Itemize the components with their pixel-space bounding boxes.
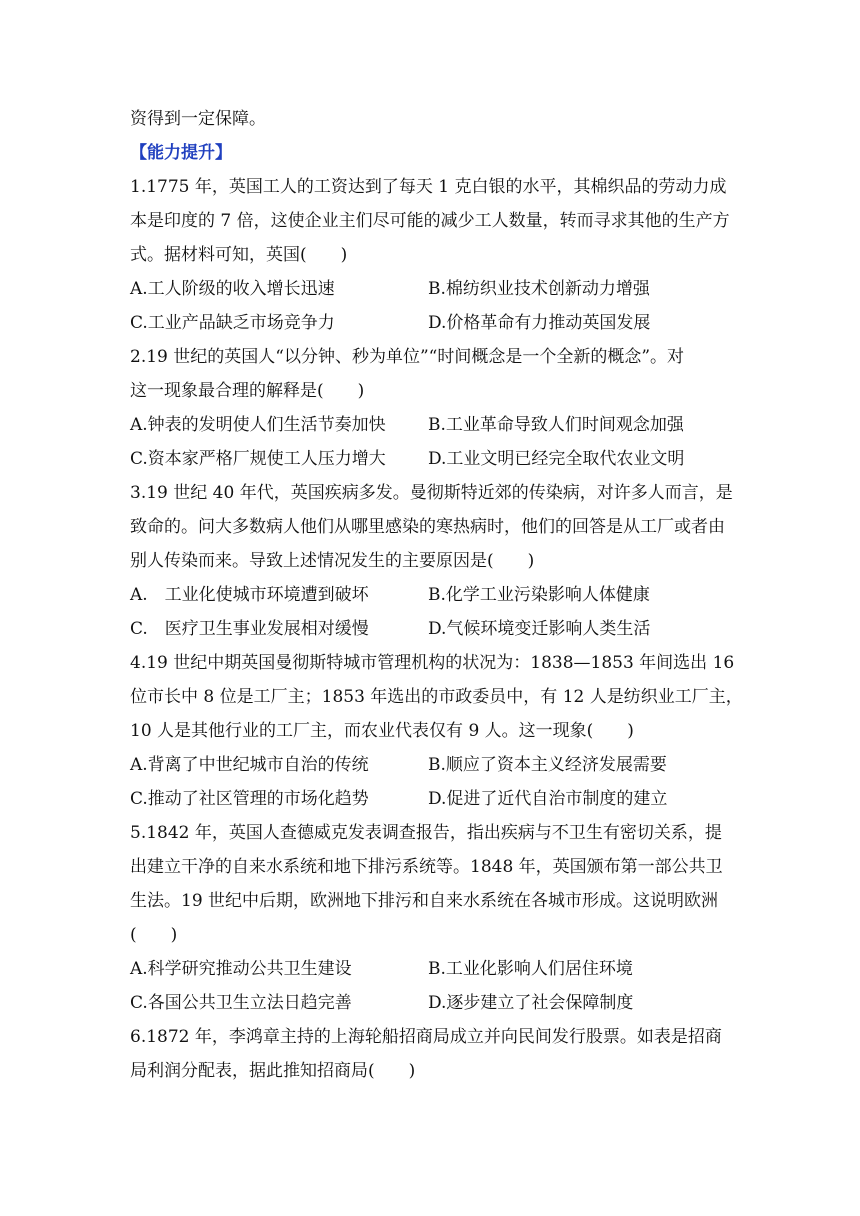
answer-option: B.棉纺织业技术创新动力增强 bbox=[428, 279, 650, 299]
question-stem-line: 位市长中 8 位是工厂主；1853 年选出的市政委员中，有 12 人是纺织业工厂主， bbox=[130, 687, 743, 707]
answer-option: B.工业化影响人们居住环境 bbox=[428, 959, 633, 979]
option-row bbox=[130, 408, 730, 442]
option-row bbox=[130, 952, 730, 986]
question-stem-line: ( ) bbox=[130, 925, 178, 945]
answer-option: D.逐步建立了社会保障制度 bbox=[428, 993, 634, 1013]
question-list bbox=[130, 170, 743, 1088]
answer-option: D.气候环境变迁影响人类生活 bbox=[428, 619, 651, 639]
answer-option: A.钟表的发明使人们生活节奏加快 bbox=[130, 415, 386, 435]
answer-option: A.科学研究推动公共卫生建设 bbox=[130, 959, 352, 979]
answer-option: D.价格革命有力推动英国发展 bbox=[428, 313, 651, 333]
question-block bbox=[130, 170, 730, 340]
question-stem-line: 这一现象最合理的解释是( ) bbox=[130, 381, 365, 401]
document-page bbox=[130, 102, 743, 1088]
option-row bbox=[130, 306, 730, 340]
question-block bbox=[130, 340, 730, 476]
question-stem-line: 局利润分配表，据此推知招商局( ) bbox=[130, 1061, 416, 1081]
answer-option: C.推动了社区管理的市场化趋势 bbox=[130, 789, 369, 809]
question-block bbox=[130, 646, 743, 816]
answer-option: A.工人阶级的收入增长迅速 bbox=[130, 279, 335, 299]
answer-option: A.背离了中世纪城市自治的传统 bbox=[130, 755, 369, 775]
option-row bbox=[130, 578, 730, 612]
question-stem-line: 出建立干净的自来水系统和地下排污系统等。1848 年，英国颁布第一部公共卫 bbox=[130, 857, 723, 877]
question-block bbox=[130, 1020, 730, 1088]
answer-option: C. 医疗卫生事业发展相对缓慢 bbox=[130, 619, 369, 639]
question-block bbox=[130, 816, 730, 1020]
option-row bbox=[130, 986, 730, 1020]
question-stem-line: 6.1872 年，李鸿章主持的上海轮船招商局成立并向民间发行股票。如表是招商 bbox=[130, 1027, 722, 1047]
question-stem-line: 生法。19 世纪中后期，欧洲地下排污和自来水系统在各城市形成。这说明欧洲 bbox=[130, 891, 719, 911]
question-stem-line: 3.19 世纪 40 年代，英国疾病多发。曼彻斯特近郊的传染病，对许多人而言，是 bbox=[130, 483, 733, 503]
question-stem-line: 式。据材料可知，英国( ) bbox=[130, 245, 348, 265]
answer-option: A. 工业化使城市环境遭到破坏 bbox=[130, 585, 369, 605]
option-row bbox=[130, 442, 730, 476]
answer-option: B.化学工业污染影响人体健康 bbox=[428, 585, 650, 605]
question-stem-line: 致命的。问大多数病人他们从哪里感染的寒热病时，他们的回答是从工厂或者由 bbox=[130, 517, 725, 537]
answer-option: B.工业革命导致人们时间观念加强 bbox=[428, 415, 684, 435]
intro-tail-text: 资得到一定保障。 bbox=[130, 109, 266, 129]
question-stem-line: 1.1775 年，英国工人的工资达到了每天 1 克白银的水平，其棉织品的劳动力成 bbox=[130, 177, 727, 197]
option-row bbox=[130, 782, 730, 816]
question-stem-line: 别人传染而来。导致上述情况发生的主要原因是( ) bbox=[130, 551, 535, 571]
option-row bbox=[130, 748, 730, 782]
question-stem-line: 5.1842 年，英国人查德威克发表调查报告，指出疾病与不卫生有密切关系，提 bbox=[130, 823, 722, 843]
question-stem-line: 本是印度的 7 倍，这使企业主们尽可能的减少工人数量，转而寻求其他的生产方 bbox=[130, 211, 730, 231]
question-block bbox=[130, 476, 733, 646]
question-stem-line: 2.19 世纪的英国人“以分钟、秒为单位”“时间概念是一个全新的概念”。对 bbox=[130, 347, 685, 367]
answer-option: D.促进了近代自治市制度的建立 bbox=[428, 789, 668, 809]
answer-option: B.顺应了资本主义经济发展需要 bbox=[428, 755, 667, 775]
answer-option: C.资本家严格厂规使工人压力增大 bbox=[130, 449, 386, 469]
section-heading: 【能力提升】 bbox=[130, 143, 232, 163]
answer-option: D.工业文明已经完全取代农业文明 bbox=[428, 449, 685, 469]
question-stem-line: 10 人是其他行业的工厂主，而农业代表仅有 9 人。这一现象( ) bbox=[130, 721, 634, 741]
option-row bbox=[130, 612, 730, 646]
option-row bbox=[130, 272, 730, 306]
answer-option: C.工业产品缺乏市场竞争力 bbox=[130, 313, 335, 333]
question-stem-line: 4.19 世纪中期英国曼彻斯特城市管理机构的状况为：1838—1853 年间选出 16 bbox=[130, 653, 735, 673]
answer-option: C.各国公共卫生立法日趋完善 bbox=[130, 993, 352, 1013]
